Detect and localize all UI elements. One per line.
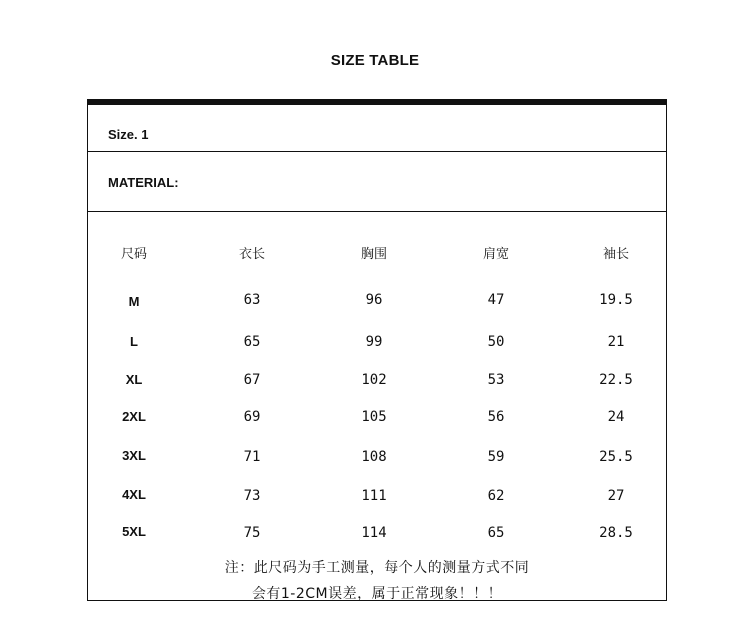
table-row-size: XL xyxy=(125,372,143,387)
table-cell: 56 xyxy=(487,409,505,425)
table-cell: 99 xyxy=(365,334,383,350)
table-cell: 53 xyxy=(487,372,505,388)
divider xyxy=(88,211,666,212)
table-cell: 75 xyxy=(243,525,261,541)
table-row-size: 5XL xyxy=(122,524,146,539)
size-label: Size. 1 xyxy=(108,127,149,142)
table-row-size: 2XL xyxy=(122,409,146,424)
table-cell: 114 xyxy=(361,525,387,541)
material-label: MATERIAL: xyxy=(108,175,179,190)
table-cell: 27 xyxy=(607,488,625,504)
table-row-size: L xyxy=(130,334,138,349)
table-cell: 50 xyxy=(487,334,505,350)
measurement-note: 注：此尺码为手工测量，每个人的测量方式不同 xyxy=(224,560,530,576)
table-cell: 108 xyxy=(361,449,387,465)
measurement-note: 会有1-2CM误差，属于正常现象！！！ xyxy=(251,586,503,602)
table-cell: 59 xyxy=(487,449,505,465)
table-cell: 62 xyxy=(487,488,505,504)
size-table xyxy=(87,99,667,601)
table-cell: 73 xyxy=(243,488,261,504)
table-cell: 63 xyxy=(243,292,261,308)
table-cell: 96 xyxy=(365,292,383,308)
table-cell: 71 xyxy=(243,449,261,465)
header-length: 衣长 xyxy=(238,247,265,262)
table-cell: 22.5 xyxy=(599,372,633,388)
table-row-size: 4XL xyxy=(122,487,146,502)
header-chest: 胸围 xyxy=(360,247,387,262)
table-cell: 65 xyxy=(243,334,261,350)
table-cell: 105 xyxy=(361,409,387,425)
header-shoulder: 肩宽 xyxy=(482,247,509,262)
table-cell: 21 xyxy=(607,334,625,350)
header-sleeve: 袖长 xyxy=(602,247,629,262)
table-cell: 69 xyxy=(243,409,261,425)
table-cell: 25.5 xyxy=(599,449,633,465)
table-cell: 67 xyxy=(243,372,261,388)
table-cell: 47 xyxy=(487,292,505,308)
table-cell: 111 xyxy=(361,488,387,504)
table-cell: 65 xyxy=(487,525,505,541)
header-size: 尺码 xyxy=(120,247,147,262)
page-title: SIZE TABLE xyxy=(330,52,420,69)
table-cell: 24 xyxy=(607,409,625,425)
table-cell: 28.5 xyxy=(599,525,633,541)
table-row-size: 3XL xyxy=(122,448,146,463)
table-cell: 19.5 xyxy=(599,292,633,308)
divider xyxy=(88,151,666,152)
table-row-size: M xyxy=(128,294,140,309)
table-cell: 102 xyxy=(361,372,387,388)
